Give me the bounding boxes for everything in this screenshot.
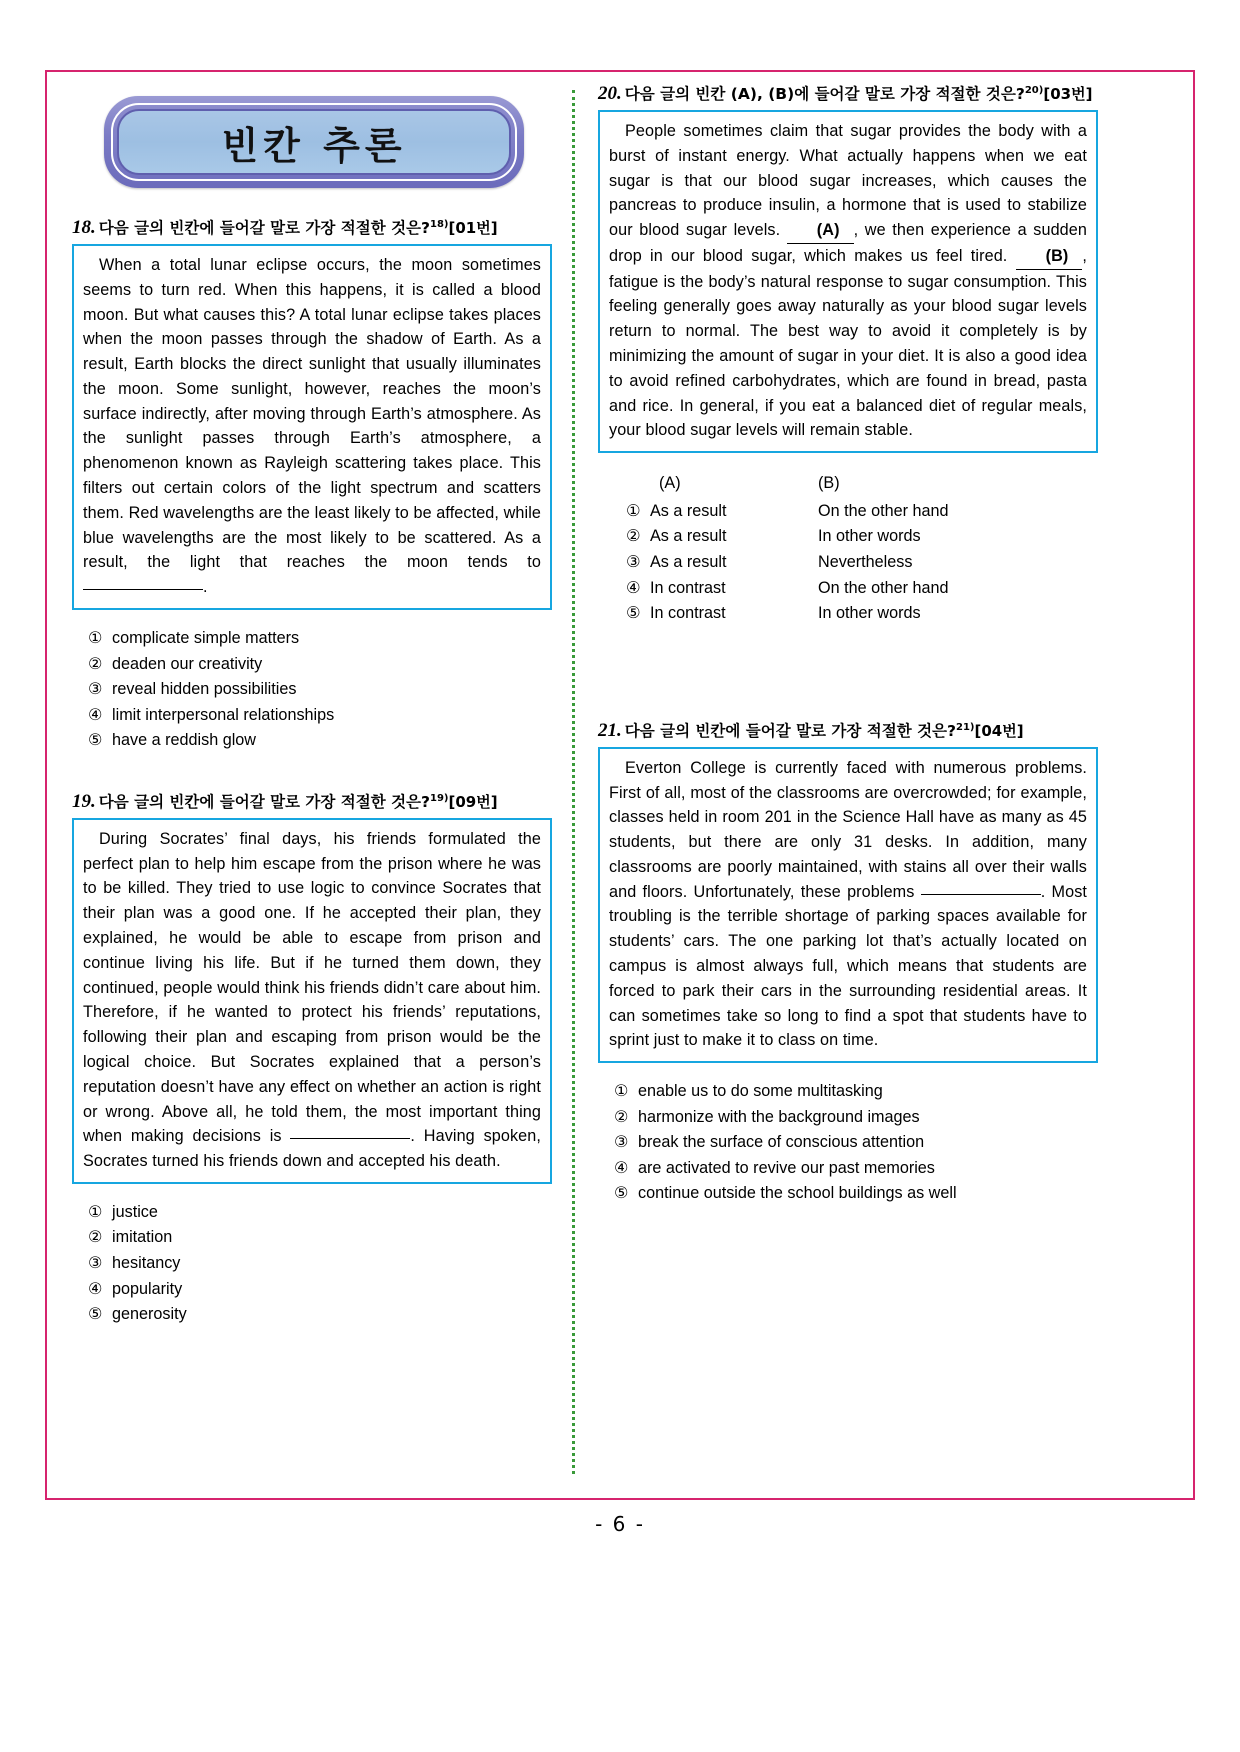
question-footnote-20: 20) [1024,84,1044,96]
question-footnote-19: 19) [430,792,449,804]
passage-box-19 [72,818,552,1184]
right-column [584,82,1104,1482]
answer-blank-19 [290,1138,410,1139]
column-divider [562,82,584,1482]
choice-item[interactable] [626,499,1098,525]
choice-marker: ② [614,1108,629,1126]
choice-label: break the surface of conscious attention [638,1133,925,1152]
question-prompt-21: 다음 글의 빈칸에 들어갈 말로 가장 적절한 것은? [624,721,957,740]
banner-inner-fill [117,109,511,175]
question-tag-20: [03번] [1043,85,1093,103]
question-number-19: 19. [72,790,96,812]
choice-label-a: As a result [650,552,727,571]
question-prompt-20: 다음 글의 빈칸 (A), (B)에 들어갈 말로 가장 적절한 것은? [624,85,1025,103]
choice-table-20 [626,471,1098,627]
question-footnote-21: 21) [956,721,975,733]
question-block-20 [598,82,1098,627]
choice-list-19 [88,1200,552,1328]
choice-marker: ② [626,527,641,546]
answer-blank-a-20 [787,218,854,244]
choice-item[interactable] [614,1079,1098,1105]
choice-marker: ② [88,655,103,673]
choice-marker: ⑤ [88,1306,103,1324]
choice-label: hesitancy [112,1254,181,1273]
choice-label-a: In contrast [650,578,726,597]
choice-label: are activated to revive our past memories [638,1158,935,1177]
choice-marker: ① [88,629,103,647]
passage-box-21 [598,747,1098,1063]
choice-marker: ② [88,1229,103,1247]
question-heading-21 [598,719,1098,742]
choice-label: imitation [112,1228,173,1247]
choice-item[interactable] [614,1156,1098,1182]
passage-text-18b: . [203,578,208,597]
choice-marker: ① [626,501,641,520]
choice-label-b: Nevertheless [818,552,913,571]
answer-blank-b-20 [1016,244,1083,270]
choice-marker: ① [88,1203,103,1221]
choice-label: enable us to do some multitasking [638,1082,883,1101]
question-block-19 [72,790,552,1328]
choice-marker: ③ [88,681,103,699]
choice-list-18 [88,626,552,754]
question-block-18 [72,216,552,754]
answer-blank-18 [83,589,203,590]
choice-marker: ⑤ [614,1185,629,1203]
choice-label-a: As a result [650,501,727,520]
choice-label: justice [112,1202,158,1221]
choice-item[interactable] [626,524,1098,550]
passage-text-21a: Everton College is currently faced with numerous problems. First of all, most of the classrooms are overcrowded; for example, classes held in room 201 in the Science Hall have as many as 45 students, but there are only 31 desks. In addition, many classrooms are poorly maintained, with stains all over their walls and floors. Unfortunately, these problems [609,758,1087,901]
question-footnote-18: 18) [430,218,449,230]
passage-text-20c: , fatigue is the body’s natural response to sugar consumption. This feeling generally goes away naturally as your blood sugar levels return to normal. The best way to avoid it completely is by minimizing the amount of sugar in your diet. It is also a good idea to avoid refined carbohydrates, which are found in bread, pasta and rice. In general, if you eat a balanced diet of regular meals, your blood sugar levels will remain stable. [609,246,1087,440]
choice-item[interactable] [88,728,552,754]
question-number-20: 20. [598,83,622,104]
column-header-b: (B) [818,474,840,493]
banner-outer-frame [104,96,524,188]
choice-marker: ⑤ [626,604,641,623]
choice-item[interactable] [88,677,552,703]
page-footer [0,1512,1240,1536]
question-block-21 [598,719,1098,1207]
choice-label: popularity [112,1279,183,1298]
passage-box-20 [598,110,1098,453]
answer-blank-21 [921,894,1041,895]
choice-marker: ③ [614,1134,629,1152]
choice-item[interactable] [88,1200,552,1226]
choice-marker: ④ [614,1159,629,1177]
choice-label-b: On the other hand [818,578,949,597]
choice-marker: ④ [88,706,103,724]
choice-label: continue outside the school buildings as well [638,1184,957,1203]
question-prompt-19: 다음 글의 빈칸에 들어갈 말로 가장 적절한 것은? [98,792,431,811]
left-column [60,82,562,1482]
blank-a-label: (A) [816,221,840,240]
choice-label-b: In other words [818,604,921,623]
choice-label: limit interpersonal relationships [112,705,335,724]
choice-item[interactable] [88,703,552,729]
choice-item[interactable] [626,601,1098,627]
question-tag-21: [04번] [974,721,1024,740]
column-header-a: (A) [659,474,681,493]
question-heading-18 [72,216,552,239]
choice-label-a: As a result [650,527,727,546]
passage-box-18 [72,244,552,610]
choice-item[interactable] [88,1302,552,1328]
banner-middle-frame [111,103,517,181]
choice-item[interactable] [88,1277,552,1303]
section-title-banner [104,96,524,188]
choice-label: harmonize with the background images [638,1107,920,1126]
choice-item[interactable] [88,626,552,652]
choice-label: have a reddish glow [112,731,256,750]
choice-marker: ③ [88,1255,103,1273]
passage-text-18a: When a total lunar eclipse occurs, the moon sometimes seems to turn red. When this happens, it is called a blood moon. But what causes this? A total lunar eclipse takes places when the moon passes through the shadow of Earth. As a result, Earth blocks the direct sunlight that usually illuminates the moon. Some sunlight, however, reaches the moon’s surface indirectly, after moving through Earth’s atmosphere. As the sunlight passes through Earth’s atmosphere, a phenomenon known as Rayleigh scattering takes place. This filters out certain colors of the light spectrum and scatters them. Red wavelengths are the least likely to be affected, while blue wavelengths are the most likely to be scattered. As a result, the light that reaches the moon tends to [83,256,541,572]
choice-item[interactable] [614,1130,1098,1156]
passage-text-19b: . Having spoken, Socrates turned his friends down and accepted his death. [83,1127,541,1171]
question-heading-19 [72,790,552,813]
two-column-layout [60,82,1180,1482]
question-prompt-18: 다음 글의 빈칸에 들어갈 말로 가장 적절한 것은? [98,219,431,237]
choice-label: deaden our creativity [112,654,263,673]
choice-item[interactable] [626,550,1098,576]
question-heading-20 [598,82,1098,105]
choice-marker: ④ [626,578,641,597]
section-title-text: 빈칸 추론 [221,123,407,168]
choice-label: reveal hidden possibilities [112,680,297,699]
choice-item[interactable] [614,1105,1098,1131]
choice-item[interactable] [626,576,1098,602]
choice-item[interactable] [88,652,552,678]
passage-text-20a: People sometimes claim that sugar provides the body with a burst of instant energy. What actually happens when we eat sugar is that our blood sugar increases, which causes the pancreas to produce insulin, a hormone that is used to stabilize our blood sugar levels. [609,122,1087,240]
question-tag-18: [01번] [448,219,498,237]
passage-text-20b: , we then experience a sudden drop in our blood sugar, which makes us feel tired. [609,221,1087,265]
passage-text-19a: During Socrates’ final days, his friends formulated the perfect plan to help him escape from the prison where he was to be killed. They tried to use logic to convince Socrates that their plan was a good one. If he accepted their plan, they explained, he would be able to escape from prison and continue living his life. But if he turned them down, they continued, people would think his friends didn’t care about him. Therefore, if he wanted to protect his friends’ reputations, following their plan and escaping from prison would be the logical choice. But Socrates explained that a person’s reputation doesn’t have any effect on whether an action is right or wrong. Above all, he told them, the most important thing when making decisions is [83,829,541,1146]
ab-column-headers [626,471,1098,497]
question-number-21: 21. [598,719,622,741]
choice-list-21 [614,1079,1098,1207]
choice-item[interactable] [88,1251,552,1277]
question-tag-19: [09번] [448,792,498,811]
choice-marker: ④ [88,1280,103,1298]
choice-label: complicate simple matters [112,628,300,647]
choice-label-a: In contrast [650,604,726,623]
choice-item[interactable] [88,1225,552,1251]
choice-item[interactable] [614,1181,1098,1207]
choice-marker: ⑤ [88,732,103,750]
question-number-18: 18. [72,217,96,238]
choice-marker: ① [614,1083,629,1101]
choice-marker: ③ [626,552,641,571]
choice-label-b: In other words [818,527,921,546]
page-number: - 6 - [595,1512,645,1536]
choice-label-b: On the other hand [818,501,949,520]
choice-label: generosity [112,1305,187,1324]
blank-b-label: (B) [1045,246,1069,265]
passage-text-21b: . Most troubling is the terrible shortage of parking spaces available for students’ cars. The one parking lot that’s actually located on campus is almost always full, which means that students are forced to park their cars in the surrounding residential areas. It can sometimes take so long to find a spot that students have to sprint just to make it to class on time. [609,882,1087,1050]
